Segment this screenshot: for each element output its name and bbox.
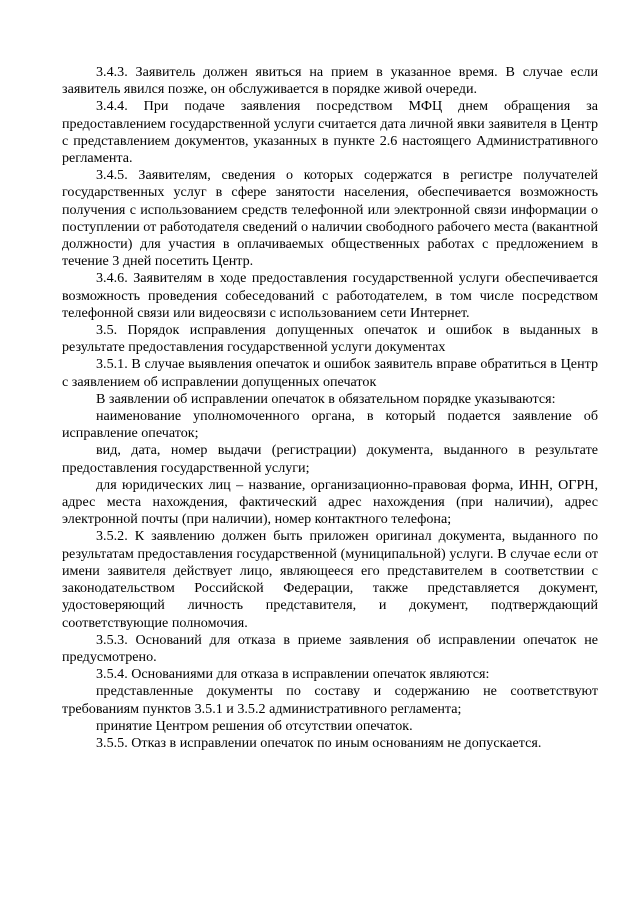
paragraph-3-4-5: 3.4.5. Заявителям, сведения о которых содержатся в регистре получателей государственных услуг в сфере занятости населения, обеспечивается возможность получения с использованием средств телефонной или электронной связи информации о поступлении от работодателя сведений о наличии свободного рабочего места (вакантной должности) для участия в оплачиваемых общественных работах с предложением в течение 3 дней посетить Центр. [62,167,598,270]
paragraph-authority-name: наименование уполномоченного органа, в который подается заявление об исправление опечаток; [62,408,598,442]
paragraph-3-5-5: 3.5.5. Отказ в исправлении опечаток по иным основаниям не допускается. [96,734,542,751]
paragraph-3-4-3: 3.4.3. Заявитель должен явиться на прием в указанное время. В случае если заявитель явился позже, он обслуживается в порядке живой очереди. [62,64,598,98]
paragraph-3-5-3: 3.5.3. Оснований для отказа в приеме заявления об исправлении опечаток не предусмотрено. [62,631,598,665]
paragraph-3-5-2: 3.5.2. К заявлению должен быть приложен оригинал документа, выданного по результатам предоставления государственной (муниципальной) услуги. В случае если от имени заявителя действует лицо, являющееся его представителем в соответствии с законодательством Российской Федерации, также представляется документ, удостоверяющий личность представителя, и документ, подтверждающий соответствующие полномочия. [62,528,598,631]
paragraph-3-4-6: 3.4.6. Заявителям в ходе предоставления государственной услуги обеспечивается возможность проведения собеседований с работодателем, в том числе посредством телефонной связи или видеосвязи с использованием сети Интернет. [62,270,598,321]
paragraph-no-typos-decision: принятие Центром решения об отсутствии опечаток. [96,717,413,734]
paragraph-3-5: 3.5. Порядок исправления допущенных опечаток и ошибок в выданных в результате предоставления государственной услуги документах [62,322,598,356]
paragraph-non-compliance: представленные документы по составу и содержанию не соответствуют требованиям пунктов 3.5.1 и 3.5.2 административного регламента; [62,683,598,717]
paragraph-3-5-4: 3.5.4. Основаниями для отказа в исправлении опечаток являются: [96,666,490,683]
paragraph-document-details: вид, дата, номер выдачи (регистрации) документа, выданного в результате предоставления государственной услуги; [62,442,598,476]
paragraph-3-4-4: 3.4.4. При подаче заявления посредством МФЦ днем обращения за предоставлением государственной услуги считается дата личной явки заявителя в Центр с представлением документов, указанных в пункте 2.6 настоящего Административного регламента. [62,98,598,167]
paragraph-application-contents: В заявлении об исправлении опечаток в обязательном порядке указываются: [96,390,556,407]
paragraph-3-5-1: 3.5.1. В случае выявления опечаток и ошибок заявитель вправе обратиться в Центр с заявлением об исправлении допущенных опечаток [62,356,598,390]
paragraph-legal-entities: для юридических лиц – название, организационно-правовая форма, ИНН, ОГРН, адрес места нахождения, фактический адрес нахождения (при наличии), адрес электронной почты (при наличии), номер контактного телефона; [62,476,598,528]
document-page [62,64,598,752]
